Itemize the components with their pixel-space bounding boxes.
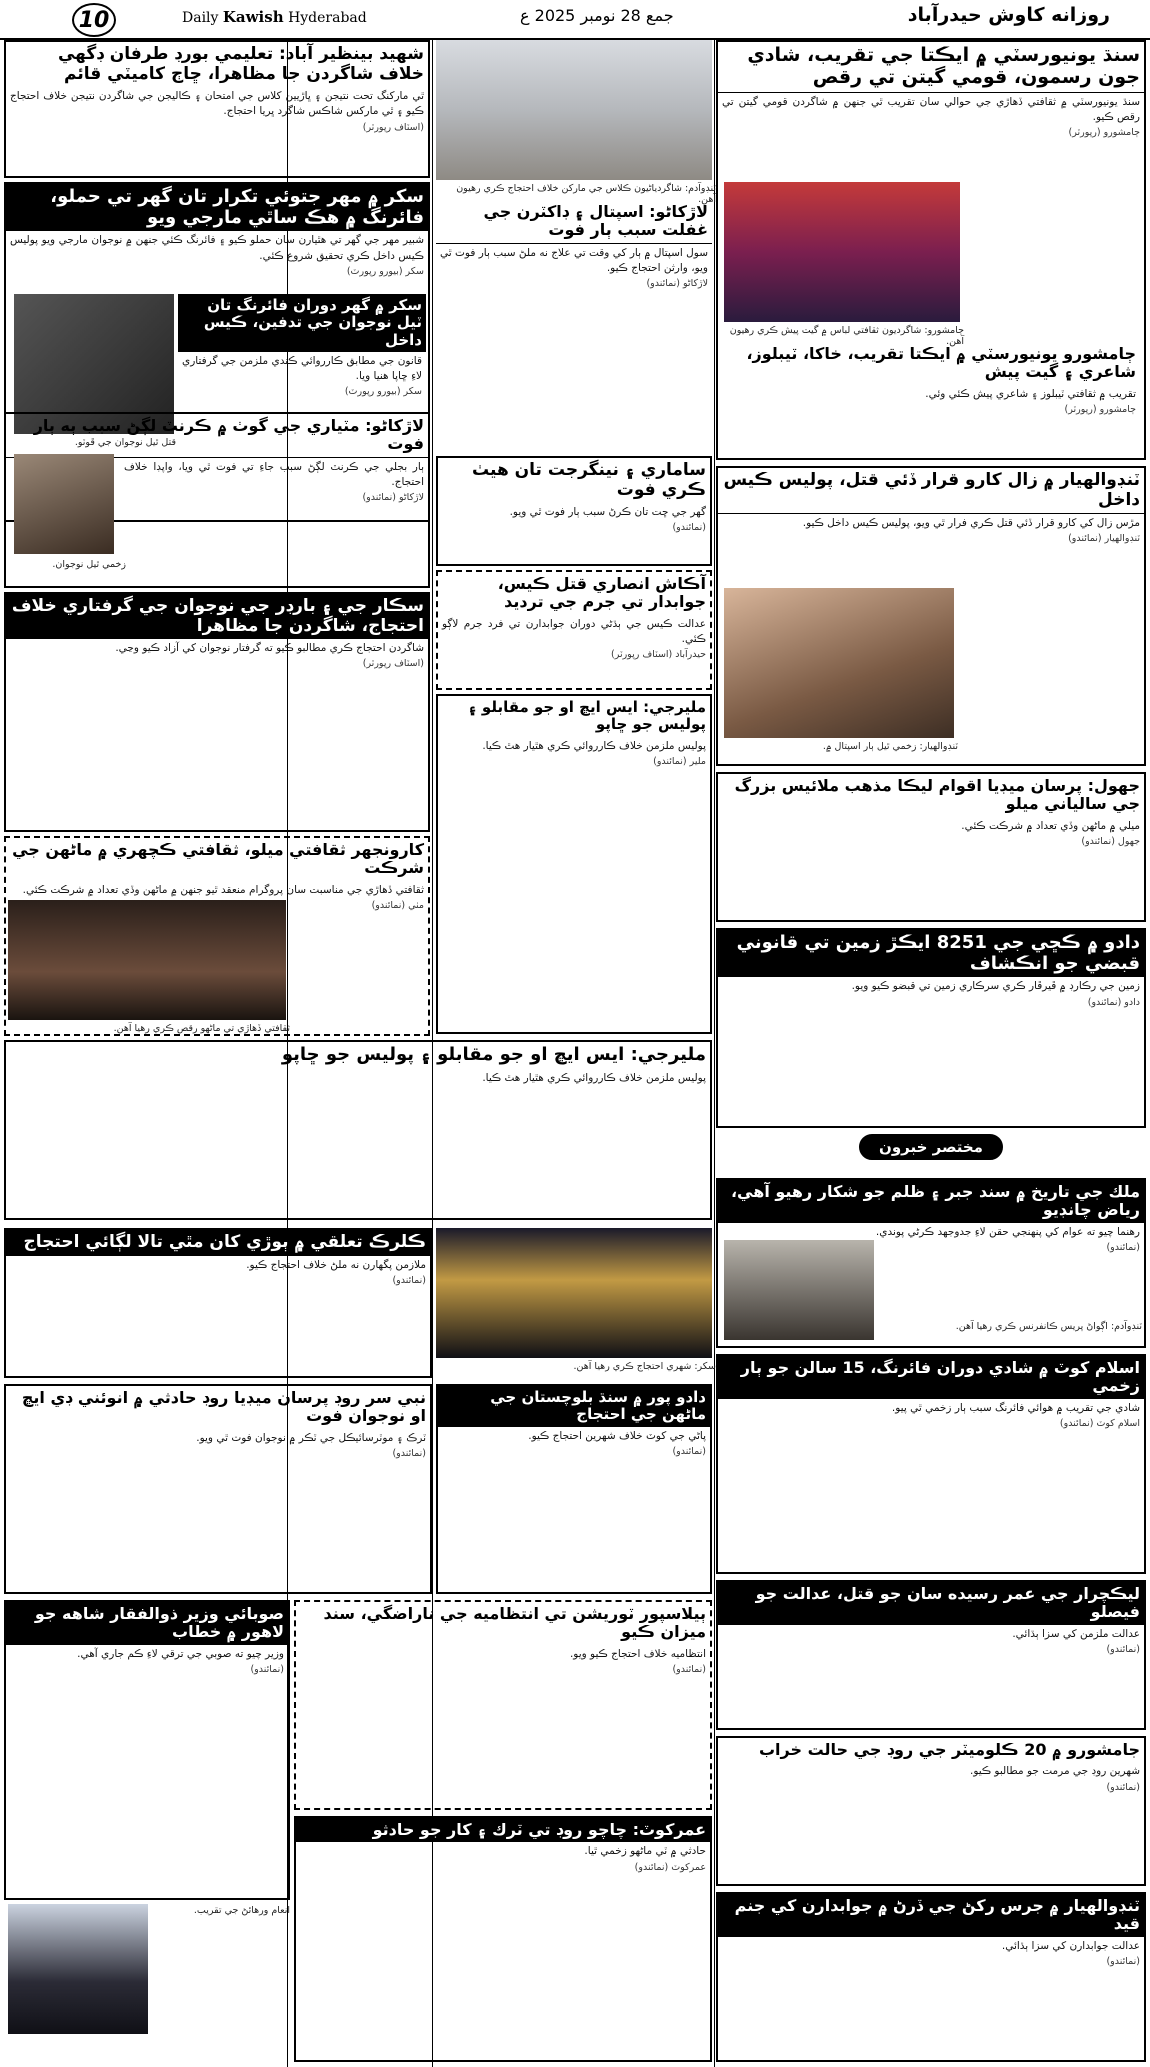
article-body: ٽرڪ ۽ موٽرسائيڪل جي ٽڪر ۾ نوجوان فوت ٿي ويو. (196, 1431, 426, 1444)
byline: سكر (بيورو رپورٽ) (346, 265, 424, 277)
article-a11 (436, 456, 712, 566)
byline: (نمائندو) (1106, 1242, 1140, 1253)
byline: اسلام كوٽ (نمائندو) (1059, 1418, 1140, 1429)
press-photo (724, 1240, 874, 1340)
article-a15 (716, 772, 1146, 922)
headline: كارونجهر ثقافتي ميلو، ثقافتي ڪچهري ۾ ماڻهن جي شرڪت (12, 840, 424, 878)
article-body: ميلي ۾ ماڻهن وڏي تعداد ۾ شرڪت ڪئي. (961, 819, 1140, 832)
article-a8 (436, 694, 712, 1034)
headline: مليرجي: ايس ايڇ او جو مقابلو ۽ پوليس جو ڇاپو (467, 698, 706, 734)
article-a10 (722, 342, 1140, 452)
headline: ڄامشورو يونيورسٽي ۾ ايڪتا تقريب، خاكا، ٽيبلوز، شاعري ۽ گيت پيش (746, 344, 1136, 382)
byline: (نمائندو) (250, 1664, 284, 1675)
article-body: پوليس ملزمن خلاف ڪارروائي ڪري هٿيار هٿ ڪيا. (482, 1071, 706, 1084)
headline: دادو ۾ ڪڇي جي 8251 ايڪڙ زمين تي قانوني قبضي جو انڪشاف (718, 930, 1144, 977)
article-a13-strip (4, 1040, 712, 1220)
headline: ٻيلاسپور ٽوريشن تي انتظاميه جي ناراضگي، سند ميزان ڪيو (323, 1604, 706, 1642)
byline: لاڙكاڻو (نمائندو) (646, 278, 708, 290)
article-a5 (4, 412, 430, 588)
festival-photo (8, 900, 286, 1020)
headline: لاڙكاڻو: اسپتال ۽ ڊاكٽرن جي غفلت سبب ٻار فوت (436, 200, 712, 244)
byline: حيدرآباد (اسٽاف رپورٽر) (611, 649, 706, 661)
byline: لاڙكاڻو (نمائندو) (362, 492, 424, 504)
article-a23 (716, 1580, 1146, 1730)
article-a12 (436, 570, 712, 690)
headline: دادو پور ۾ سنڌ بلوچستان جي ماڻهن جي احتجاج (438, 1386, 710, 1427)
article-body: سول اسپتال ۾ ٻار کي وقت تي علاج نه ملڻ سبب ٻار فوت ٿي ويو، وارثن احتجاج ڪيو. (440, 246, 708, 274)
article-body: ٿي ماركنگ تحت نتيجن ۽ ڀاڙيين كلاس جي امتحان ۽ ڪاليجن جي شاگردن نتيجن خلاف احتجاج ڪيو ۽ ٿي ماركس شاڪس شاگرد ڀريا احتجاج. (10, 90, 424, 118)
headline: لاڙكاڻو: مٽياري جي گوٺ ۾ ڪرنٽ لڳڻ سبب ٻه ٻار فوت (6, 414, 428, 458)
byline: (نمائندو) (672, 1664, 706, 1675)
headline: سكر ۾ مهر جتوئي تكرار تان گهر تي حملو، فائرنگ ۾ هڪ ساٿي مارجي ويو (6, 184, 428, 231)
caption: سكر: شهري احتجاج ڪري رهيا آهن. (573, 1361, 716, 1372)
byline: (نمائندو) (672, 1445, 706, 1457)
headline: شهيد بينظير آباد: تعليمي بورڊ طرفان ڊگهي خلاف شاگردن جا مظاهرا، ڇاڄ كاميٽي قائم (57, 44, 424, 84)
headline: مليرجي: ايس ايڇ او جو مقابلو ۽ پوليس جو ڇاپو (281, 1044, 706, 1065)
page-number: 10 (72, 3, 116, 37)
article-body: عدالت ملزمن کي سزا ٻڌائي. (1012, 1627, 1140, 1640)
headline: ٽنڊوالهيار ۾ جرس ركڻ جي ڏرڻ ۾ جوابدارن كي جنم قيد (718, 1894, 1144, 1937)
article-a4 (436, 200, 712, 450)
short-news-header (716, 1134, 1146, 1174)
article-a20 (436, 1384, 712, 1594)
article-body: ملازمن پگهارن نه ملڻ خلاف احتجاج ڪيو. (246, 1258, 426, 1271)
article-body: گهر جي ڇت تان ڪرڻ سبب ٻار فوت ٿي ويو. (509, 506, 706, 519)
caption: زخمي ٿيل نوجوان. (52, 559, 126, 570)
caption: ٽنڊوآدم: شاگردياڻيون ڪلاس جي ماركن خلاف احتجاج ڪري رهيون آهن. (456, 183, 716, 205)
article-body: شبير مهر جي گهر تي هٿيارن سان حملو ڪيو ۽ فائرنگ ڪئي جنهن ۾ نوجوان مارجي ويو پوليس ڪيس داخل ڪري تحقيق شروع ڪئي. (10, 234, 424, 262)
headline: اسلام كوٽ ۾ شادي دوران فائرنگ، 15 سالن جو ٻار زخمي (718, 1356, 1144, 1399)
byline: دادو (نمائندو) (1087, 996, 1140, 1008)
article-a17 (716, 1354, 1146, 1574)
article-body: انتظاميه خلاف احتجاج ڪيو ويو. (569, 1647, 706, 1660)
brand-en: Daily Kawish Hyderabad (182, 8, 367, 26)
headline: ليڪچرار جي عمر رسيده سان جو قتل، عدالت جو فيصلو (718, 1582, 1144, 1625)
caption: ثقافتي ڏهاڙي تي ماڻهو رقص ڪري رهيا آهن. (113, 1023, 290, 1034)
headline: صوبائي وزير ذوالفقار شاهه جو لاهور ۾ خطاب (6, 1602, 288, 1645)
headline: جامشورو ۾ 20 ڪلوميٽر جي روڊ جي حالت خراب (758, 1740, 1140, 1759)
headline: جهول: پرسان ميڊيا اقوام ليڪا مذهب ملائيس بزرگ جي سالياني ميلو (734, 776, 1140, 814)
article-body: قانون جي مطابق ڪارروائي ڪندي ملزمن جي گرفتاري لاءِ ڇاپا هنيا ويا. (182, 354, 422, 382)
byline: (نمائندو) (1106, 1956, 1140, 1967)
article-a24 (716, 1736, 1146, 1886)
headline: ڪلرڪ تعلقي ۾ ٻوڙي کان مٿي تالا لڳائي احتجاج (6, 1230, 430, 1256)
short-news-label: مختصر خبرون (859, 1134, 1003, 1160)
headline: سكر ۾ گهر دوران فائرنگ تان ٽيل نوجوان جي تدفين، ڪيس داخل (178, 294, 426, 352)
byline: ٽنڊوالهيار (نمائندو) (1068, 533, 1140, 545)
protest-photo (436, 40, 712, 180)
headline: آڪاش انصاري قتل ڪيس، جوابدار تي جرم جي ترديد (497, 574, 706, 612)
byline: ڄامشورو (رپورٽر) (1064, 404, 1136, 415)
byline: (نمائندو) (392, 1274, 426, 1286)
newspaper-title: روزانه كاوش حيدرآباد (907, 4, 1110, 26)
article-a9 (716, 40, 1146, 460)
byline: سكر (بيورو رپورٽ) (344, 386, 422, 398)
headline: ملك جي تاريخ ۾ سند جبر ۽ ظلم جو شكار رهيو آهي، رياض چانڊيو (718, 1180, 1144, 1223)
byline: مٺي (نمائندو) (371, 900, 424, 911)
headline: نبي سر روڊ پرسان ميڊيا روڊ حادثي ۾ انوئني ڊي ايڇ او نوجوان فوت (21, 1388, 426, 1426)
article-a28 (294, 1816, 712, 2062)
article-body: تقريب ۾ ثقافتي ٽيبلوز ۽ شاعري پيش ڪئي وئي. (925, 387, 1136, 400)
article-body: پوليس ملزمن خلاف ڪارروائي ڪري هٿيار هٿ ڪيا. (482, 739, 706, 752)
award-photo (8, 1904, 148, 2034)
article-a19 (4, 1384, 432, 1594)
rally-photo (436, 1228, 712, 1358)
article-body: عدالت جوابدارن کي سزا ٻڌائي. (1001, 1939, 1140, 1952)
children-photo (724, 588, 954, 738)
article-body: عدالت ڪيس جي ٻڌڻي دوران جوابدارن تي فرد جرم لاڳو ڪئي. (442, 617, 706, 645)
byline: ڄامشورو (رپورٽر) (1068, 127, 1140, 139)
byline: (اسٽاف رپورٽر) (362, 121, 424, 133)
article-body: ثقافتي ڏهاڙي جي مناسبت سان پروگرام منعقد ٿيو جنهن ۾ ماڻهن وڏي تعداد ۾ شرڪت ڪئي. (22, 883, 424, 896)
article-a1 (4, 40, 430, 178)
article-a16 (716, 1178, 1146, 1348)
byline: (اسٽاف رپورٽر) (362, 658, 424, 670)
issue-date: جمع 28 نومبر 2025 ع (520, 6, 674, 25)
article-a6 (4, 592, 430, 832)
byline: (نمائندو) (672, 522, 706, 534)
article-body: شهرين روڊ جي مرمت جو مطالبو ڪيو. (970, 1765, 1140, 1778)
byline: ملير (نمائندو) (653, 755, 706, 767)
cultural-photo (724, 182, 960, 322)
article-body: حادثي ۾ ٽي ماڻهو زخمي ٿيا. (584, 1845, 706, 1858)
article-a13 (716, 466, 1146, 766)
article-body: سنڌ يونيورسٽي ۾ ثقافتي ڏهاڙي جي حوالي سان تقريب ٿي جنهن ۾ شاگردن قومي گيتن تي رقص ڪيو. (722, 95, 1140, 123)
caption: ٽنڊوآدم: اڳواڻ پريس ڪانفرنس ڪري رهيا آهن. (955, 1321, 1142, 1332)
article-a22 (4, 1600, 290, 1900)
article-body: زمين جي رڪارڊ ۾ ڦيرڦار ڪري سرڪاري زمين تي قبضو ڪيو ويو. (851, 980, 1140, 993)
article-body: مڙس زال کي كارو قرار ڏئي قتل ڪري فرار ٿي ويو، پوليس ڪيس داخل ڪيو. (802, 517, 1140, 530)
article-a18 (4, 1228, 432, 1378)
article-body: پاڻي جي کوٽ خلاف شهرين احتجاج ڪيو. (528, 1429, 706, 1442)
byline: جهول (نمائندو) (1081, 836, 1140, 847)
column-rule (714, 40, 715, 2067)
article-a21 (294, 1600, 712, 1810)
masthead (0, 0, 1150, 40)
article-body: شاگردن احتجاج ڪري مطالبو ڪيو ته گرفتار نوجوان کي آزاد ڪيو وڃي. (115, 642, 424, 655)
headline: عمركوٽ: چاچو روڊ تي ٽرك ۽ كار جو حادثو (296, 1818, 710, 1842)
headline: سنڌ يونيورسٽي ۾ ايڪتا جي تقريب، شادي جون رسمون، قومي گيتن تي رقص (718, 42, 1144, 93)
caption: ڄامشورو: شاگرديون ثقافتي لباس ۾ گيت پيش ڪري رهيون آهن. (729, 325, 964, 347)
byline: (نمائندو) (1106, 1644, 1140, 1655)
byline: (نمائندو) (392, 1448, 426, 1459)
byline: (نمائندو) (1106, 1781, 1140, 1793)
headline: ساماري ۽ نينگرجت تان هيٺ ڪري فوت (472, 460, 706, 500)
byline: عمركوٽ (نمائندو) (634, 1861, 706, 1873)
caption: ٽنڊوالهيار: زخمي ٿيل ٻار اسپتال ۾. (822, 741, 958, 752)
article-a14 (716, 928, 1146, 1128)
headline: سڪار جي ۽ بارڊر جي نوجوان جي گرفتاري خلاف احتجاج، شاگردن جا مظاهرا (6, 594, 428, 639)
article-body: شادي جي تقريب ۾ هوائي فائرنگ سبب ٻار زخمي ٿي پيو. (891, 1401, 1140, 1414)
article-a25 (716, 1892, 1146, 2062)
caption: انعام ورهائڻ جي تقريب. (193, 1905, 290, 1916)
article-body: وزير چيو ته صوبي جي ترقي لاءِ ڪم جاري آهي. (77, 1647, 284, 1660)
article-body: ٻار بجلي جي ڪرنٽ لڳڻ سبب جاءِ تي فوت ٿي ويا، واپڊا خلاف احتجاج. (124, 460, 424, 488)
article-body: رهنما چيو ته عوام کي پنهنجي حقن لاءِ جدوجهد ڪرڻي پوندي. (875, 1225, 1140, 1238)
injured-photo (14, 454, 114, 554)
headline: ٽنڊوالهيار ۾ زال كارو قرار ڏئي قتل، پوليس ڪيس داخل (718, 468, 1144, 514)
caption: قتل ٿيل نوجوان جي ڦوٽو. (74, 437, 176, 448)
